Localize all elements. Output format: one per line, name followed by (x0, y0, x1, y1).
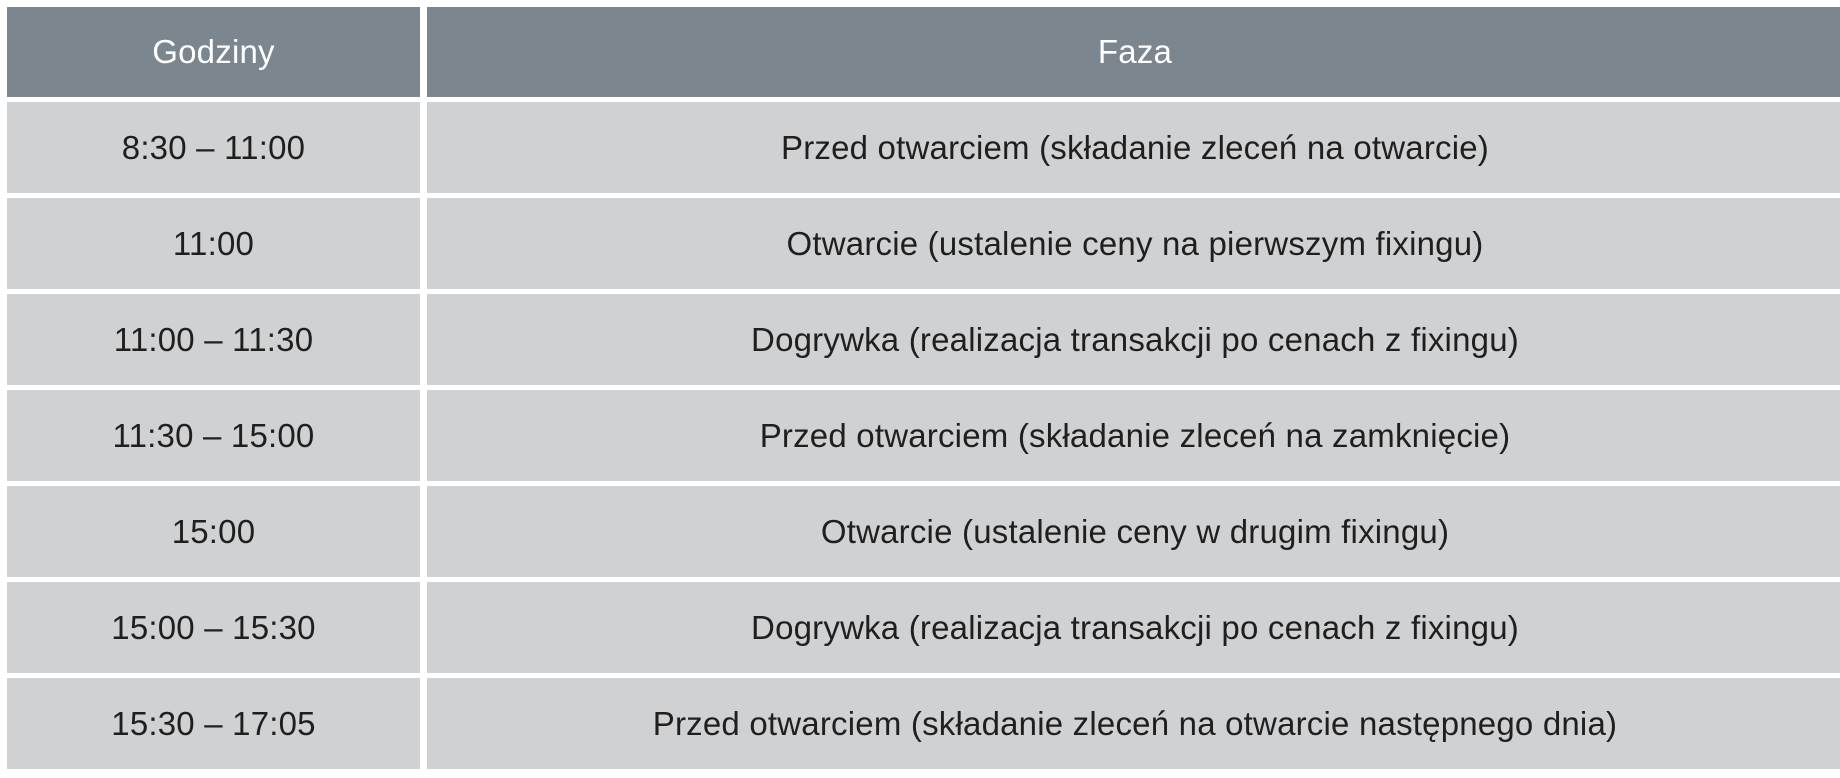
row-1-phase-cell: Przed otwarciem (składanie zleceń na otwarcie) (427, 102, 1840, 193)
row-2-phase-cell: Otwarcie (ustalenie ceny na pierwszym fixingu) (427, 198, 1840, 289)
row-7-hours-cell: 15:30 – 17:05 (7, 678, 420, 769)
row-5-hours-cell: 15:00 (7, 486, 420, 577)
row-3-hours-cell: 11:00 – 11:30 (7, 294, 420, 385)
row-1-hours-cell: 8:30 – 11:00 (7, 102, 420, 193)
row-6-phase-cell: Dogrywka (realizacja transakcji po cenach z fixingu) (427, 582, 1840, 673)
row-4-hours-cell: 11:30 – 15:00 (7, 390, 420, 481)
column-header-phase: Faza (427, 7, 1840, 97)
row-6-hours-cell: 15:00 – 15:30 (7, 582, 420, 673)
row-4-phase-cell: Przed otwarciem (składanie zleceń na zamknięcie) (427, 390, 1840, 481)
row-5-phase-cell: Otwarcie (ustalenie ceny w drugim fixingu) (427, 486, 1840, 577)
row-7-phase-cell: Przed otwarciem (składanie zleceń na otwarcie następnego dnia) (427, 678, 1840, 769)
trading-schedule-table (7, 7, 1840, 769)
column-header-hours: Godziny (7, 7, 420, 97)
row-2-hours-cell: 11:00 (7, 198, 420, 289)
row-3-phase-cell: Dogrywka (realizacja transakcji po cenach z fixingu) (427, 294, 1840, 385)
